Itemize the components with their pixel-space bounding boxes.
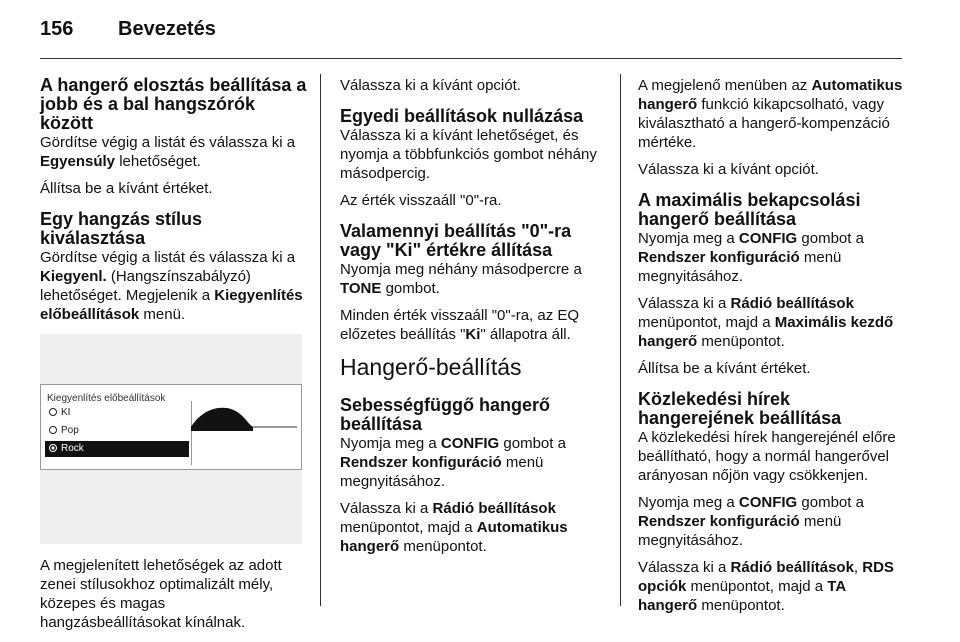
text: menüpontot. (697, 597, 785, 614)
text: " állapotra áll. (480, 326, 571, 343)
bold-term: Kiegyenlítés előbeállítások (40, 287, 303, 323)
paragraph: Az érték visszaáll "0"-ra. (340, 192, 502, 209)
eq-option-pop[interactable] (45, 423, 189, 439)
text: gombot a (797, 494, 864, 511)
option-label: KI (61, 407, 71, 418)
page-number: 156 (40, 18, 74, 40)
text: Minden érték visszaáll "0"-ra, az EQ előzetes beállítás " (340, 307, 580, 343)
column-3 (638, 76, 906, 623)
bold-term: Rendszer konfiguráció (638, 249, 800, 266)
paragraph (40, 133, 308, 171)
text: menü megnyitásához. (638, 249, 842, 285)
bold-term: Automatikus hangerő (340, 519, 568, 555)
paragraph (340, 499, 608, 556)
text: gombot. (381, 280, 440, 297)
bold-term: Automatikus hangerő (638, 77, 903, 113)
eq-preset-figure (40, 334, 302, 544)
paragraph: A közlekedési hírek hangerejénél előre beállítható, hogy a normál hangerővel arányosan nőjön vagy csökkenjen. (638, 429, 896, 484)
radio-off-icon (49, 408, 57, 416)
heading-max-volume: A maximális bekapcsolási hangerő beállítása (638, 190, 861, 229)
bold-term: CONFIG (440, 435, 500, 452)
text: menü megnyitásához. (340, 454, 544, 490)
text: menüpontot, majd a (340, 519, 477, 536)
bold-term: Rádió beállítások (432, 500, 556, 517)
paragraph (340, 260, 608, 298)
bold-term: TONE (340, 280, 382, 297)
text: menü. (139, 306, 186, 323)
bold-term: Ki (465, 326, 481, 343)
bold-term: Rádió beállítások (730, 559, 854, 576)
eq-option-rock[interactable] (45, 441, 189, 457)
heading-speed-volume: Sebességfüggő hangerő beállítása (340, 395, 551, 434)
column-2 (340, 76, 608, 564)
text: Nyomja meg a (340, 435, 441, 452)
text: A megjelenő menüben az (638, 77, 812, 94)
heading-reset-individual: Egyedi beállítások nullázása (340, 106, 584, 126)
paragraph: Válassza ki a kívánt opciót. (340, 77, 521, 94)
paragraph (638, 493, 906, 550)
text: Nyomja meg a (638, 230, 739, 247)
paragraph (340, 306, 608, 344)
text: Válassza ki a (638, 559, 731, 576)
paragraph (638, 558, 906, 615)
heading-traffic-volume: Közlekedési hírek hangerejének beállítása (638, 389, 842, 428)
paragraph: Válassza ki a kívánt opciót. (638, 161, 819, 178)
text: Gördítse végig a listát és válassza ki a (40, 249, 296, 266)
bold-term: TA hangerő (638, 578, 846, 614)
header-rule (40, 58, 902, 59)
paragraph: A megjelenített lehetőségek az adott zenei stílusokhoz optimalizált mély, közepes és magas hangzásbeállításokat kínálnak. (40, 557, 282, 631)
heading-reset-all: Valamennyi beállítás "0"-ra vagy "Ki" értékre állítása (340, 221, 572, 260)
text: , (853, 559, 863, 576)
bold-term: Rádió beállítások (730, 295, 854, 312)
text: gombot a (797, 230, 864, 247)
heading-sound-style: Egy hangzás stílus kiválasztása (40, 209, 203, 248)
text: gombot a (499, 435, 566, 452)
text: menü megnyitásához. (638, 513, 842, 549)
text: funkció kikapcsolható, vagy kiválasztható a hangerő-kompenzáció mértéke. (638, 96, 890, 151)
heading-balance: A hangerő elosztás beállítása a jobb és a bal hangszórók között (40, 75, 307, 133)
eq-option-ki[interactable] (45, 405, 189, 421)
bold-term: CONFIG (738, 230, 798, 247)
text: menüpontot. (399, 538, 487, 555)
bold-term: Rendszer konfiguráció (638, 513, 800, 530)
column-1 (40, 76, 308, 640)
bold-term: CONFIG (738, 494, 798, 511)
column-divider-1 (320, 74, 321, 606)
text: (Hangszínszabályzó) lehetőséget. Megjelenik a (40, 268, 251, 304)
eq-curve-graph (191, 401, 297, 465)
text: Nyomja meg a (638, 494, 739, 511)
screen-title: Kiegyenlítés előbeállítások (47, 393, 166, 404)
text: menüpontot. (697, 333, 785, 350)
text: Gördítse végig a listát és válassza ki a (40, 134, 296, 151)
option-label: Rock (61, 443, 84, 454)
section-title: Bevezetés (118, 18, 216, 40)
bold-term: Egyensúly (40, 153, 116, 170)
section-heading-volume: Hangerő-beállítás (340, 354, 522, 380)
bold-term: Rendszer konfiguráció (340, 454, 502, 471)
paragraph: Állítsa be a kívánt értéket. (638, 360, 811, 377)
page-header (40, 18, 216, 41)
text: Válassza ki a (340, 500, 433, 517)
bold-term: RDS opciók (638, 559, 894, 595)
text: Válassza ki a (638, 295, 731, 312)
radio-on-icon (49, 444, 57, 452)
bold-term: Maximális kezdő hangerő (638, 314, 894, 350)
paragraph (40, 248, 308, 324)
eq-preset-screen (40, 384, 302, 470)
text: Nyomja meg néhány másodpercre a (340, 261, 582, 278)
eq-curve (191, 408, 253, 431)
paragraph (340, 434, 608, 491)
paragraph (638, 229, 906, 286)
text: menüpontot, majd a (638, 314, 775, 331)
option-label: Pop (61, 425, 79, 436)
paragraph (638, 76, 906, 152)
paragraph: Állítsa be a kívánt értéket. (40, 180, 213, 197)
radio-off-icon (49, 426, 57, 434)
paragraph: Válassza ki a kívánt lehetőséget, és nyomja a többfunkciós gombot néhány másodpercig. (340, 127, 597, 182)
column-divider-2 (620, 74, 621, 606)
text: lehetőséget. (115, 153, 201, 170)
bold-term: Kiegyenl. (40, 268, 107, 285)
paragraph (638, 294, 906, 351)
text: menüpontot, majd a (686, 578, 828, 595)
